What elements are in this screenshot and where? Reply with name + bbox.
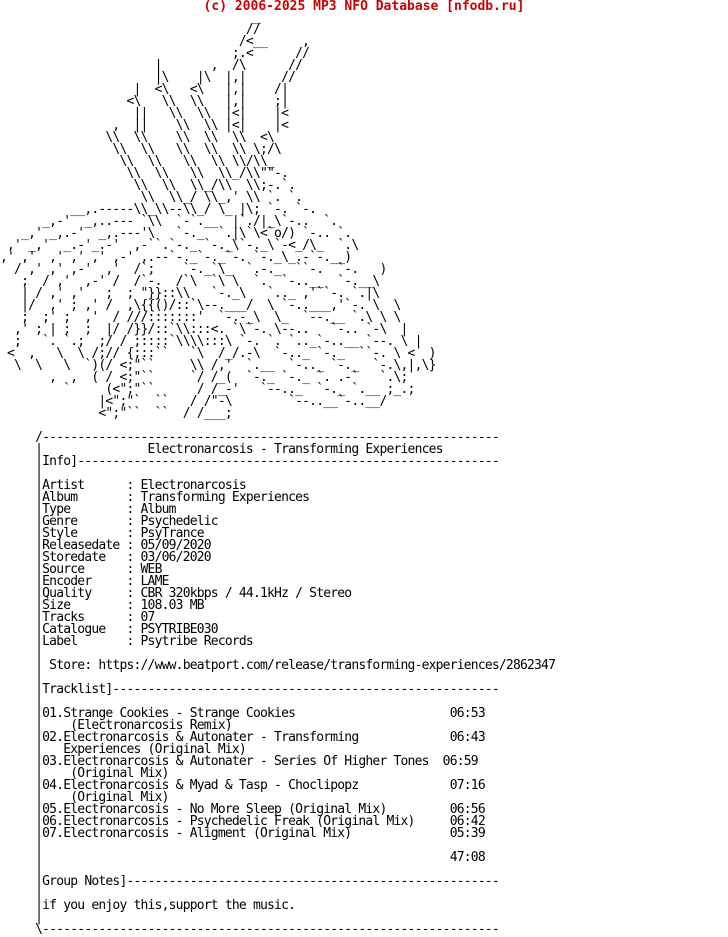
nfo-line: _,' _,.-' _,.---'\ `-._ `.|\`\<`o/) `-.. `.: [0, 226, 352, 241]
nfo-line: |<";"` `` / /"-\ `--..__`-..__/: [0, 394, 387, 409]
nfo-line: |06.Electronarcosis - Psychedelic Freak (Original Mix) 06:42: [0, 814, 485, 829]
nfo-line: | Electronarcosis - Transforming Experiences: [0, 442, 443, 457]
nfo-line: |Storedate : 03/06/2020: [0, 550, 211, 565]
nfo-line: | (Original Mix): [0, 790, 169, 805]
nfo-line: |Encoder : LAME: [0, 574, 169, 589]
nfo-line: /-----------------------------------------------------------------: [0, 430, 499, 445]
nfo-line: |: [0, 694, 43, 709]
nfo-line: |Tracks : 07: [0, 610, 155, 625]
nfo-line: |Group Notes]-----------------------------------------------------: [0, 874, 499, 889]
site-header: (c) 2006-2025 MP3 NFO Database [nfodb.ru]: [203, 0, 525, 14]
nfo-line: |: [0, 670, 43, 685]
nfo-line: <\ \\ \\ |,| ;|: [0, 94, 289, 109]
nfo-line: ; / ,' ,-' / /`-. /`\ `\ \ `. `-..__ `-.__\: [0, 274, 380, 289]
nfo-line: | (Original Mix): [0, 766, 169, 781]
nfo-line: |01.Strange Cookies - Strange Cookies 06:53: [0, 706, 485, 721]
nfo-line: |Genre : Psychedelic: [0, 514, 218, 529]
nfo-line: \\ \\ \\ \\ \\ \;/\: [0, 142, 282, 157]
nfo-line: |: [0, 838, 43, 853]
nfo-line: ; `. `.; ;/ / ;::::`\\\\:::\ `-. `. `.._`-..__ `--. \ |: [0, 334, 422, 349]
nfo-line: \\ \\_/ \\_,' \\ `. `.: [0, 190, 303, 205]
nfo-line: _,-' _,..--- `\\ `-`.__ |`./|_\`-.. `.: [0, 214, 338, 229]
nfo-line: |: [0, 886, 43, 901]
nfo-line: |Type : Album: [0, 502, 176, 517]
nfo-line: \ \ \ `)(/ <;"`` \\ /,' `.__ `-.._ `-._ `-.\,|,\}: [0, 358, 436, 373]
nfo-line: | 47:08: [0, 850, 485, 865]
nfo-line: | Store: https://www.beatport.com/release/transforming-experiences/2862347: [0, 658, 556, 673]
nfo-line: |Tracklist]-------------------------------------------------------: [0, 682, 499, 697]
nfo-line: |Quality : CBR 320kbps / 44.1kHz / Stereo: [0, 586, 352, 601]
nfo-line: / ,' ,' ,-' ,' /`; `-._`\_ `.-._ ``-. `-. ): [0, 262, 387, 277]
nfo-line: |02.Electronarcosis & Autonater - Transforming 06:43: [0, 730, 485, 745]
nfo-line: __,.-----\\_\\--\\_/ \_ |\; `-. `-.: [0, 202, 317, 217]
nfo-line: |Artist : Electronarcosis: [0, 478, 246, 493]
nfo-line: |Info]------------------------------------------------------------: [0, 454, 499, 469]
nfo-line: |/ ,' ; ,' / ,\{{()/::`\--.___/ \ `-..___,'`-. \ \: [0, 298, 401, 313]
nfo-line: | , /\ //: [0, 58, 303, 73]
nfo-line: , || \\ \\ |<| |<: [0, 118, 289, 133]
nfo-line: ,' ; | ; ; |/ /}}/::`\\:::<. `\`-. \--.. `-.. `-\ |: [0, 322, 408, 337]
nfo-line: /<__ ,: [0, 34, 310, 49]
nfo-line: | <\ <\ |,| /|: [0, 82, 289, 97]
nfo-line: , , ( / <;"`` `/ /_( `-._ `-._ `. .-` `.\;: [0, 370, 408, 385]
nfo-line: |05.Electronarcosis - No More Sleep (Original Mix) 06:56: [0, 802, 485, 817]
nfo-line: //: [0, 22, 260, 37]
nfo-line: | / ,' ,' ; ; "}}::\\ `-._\ `.._ ,'``-. `.|\: [0, 286, 380, 301]
nfo-text: [0, 12, 555, 936]
nfo-line: |: [0, 910, 43, 925]
nfo-line: ;.< //: [0, 46, 310, 61]
nfo-line: |Style : PsyTrance: [0, 526, 204, 541]
nfo-line: ,' ,' ,' ,' ,' ,-' ,.--`-._`-._`-. `-._\_.-`-.__): [0, 250, 352, 265]
nfo-line: \\ \\ \\_/\\ \\;-.`.: [0, 178, 296, 193]
nfo-line: |07.Electronarcosis - Aligment (Original Mix) 05:39: [0, 826, 485, 841]
nfo-line: \\ \\ \\ \\ \\ <\: [0, 130, 275, 145]
nfo-line: \\ \\ \\ \\ \\/\\_: [0, 154, 275, 169]
nfo-line: ` (<";"`` / /_-' `--.._ `-._ `.__ ;_.;: [0, 382, 415, 397]
nfo-line: | Experiences (Original Mix): [0, 742, 246, 757]
nfo-line: |if you enjoy this,support the music.: [0, 898, 296, 913]
nfo-line: |Source : WEB: [0, 562, 162, 577]
nfo-line: _: [0, 10, 260, 25]
nfo-line: |Size : 108.03 MB: [0, 598, 204, 613]
nfo-line: < , \ \ /;// {;::`` `\ /_/.-\ `-.._ `-._ ``-. \ < ): [0, 346, 436, 361]
nfo-line: | (Electronarcosis Remix): [0, 718, 232, 733]
nfo-line: \\ \\ \\ \\_/\\""-.: [0, 166, 289, 181]
nfo-line: \-----------------------------------------------------------------: [0, 922, 499, 937]
nfo-line: |04.Electronarcosis & Myad & Tasp - Choclipopz 07:16: [0, 778, 485, 793]
nfo-line: <";"`` `` / /___;: [0, 406, 232, 421]
nfo-line: |\ |\ |,| //: [0, 70, 296, 85]
nfo-line: ; ;' ; ,' / ///:::::::' `-.-_\ \_ `--.__ `.\ \ \: [0, 310, 401, 325]
nfo-line: |Label : Psytribe Records: [0, 634, 253, 649]
nfo-line: |Album : Transforming Experiences: [0, 490, 310, 505]
nfo-line: ,' _,' _.-'_.-' ,-``.`-._ `-._\`-._\`-<_/\_ `.\: [0, 238, 359, 253]
nfo-line: |03.Electronarcosis & Autonater - Series Of Higher Tones 06:59: [0, 754, 478, 769]
nfo-line: |Catalogue : PSYTRIBE030: [0, 622, 218, 637]
nfo-line: |: [0, 862, 43, 877]
nfo-line: |: [0, 646, 43, 661]
nfo-line: |Releasedate : 05/09/2020: [0, 538, 211, 553]
nfo-line: |: [0, 466, 43, 481]
nfo-line: || \\ \\ |<| |<: [0, 106, 289, 121]
